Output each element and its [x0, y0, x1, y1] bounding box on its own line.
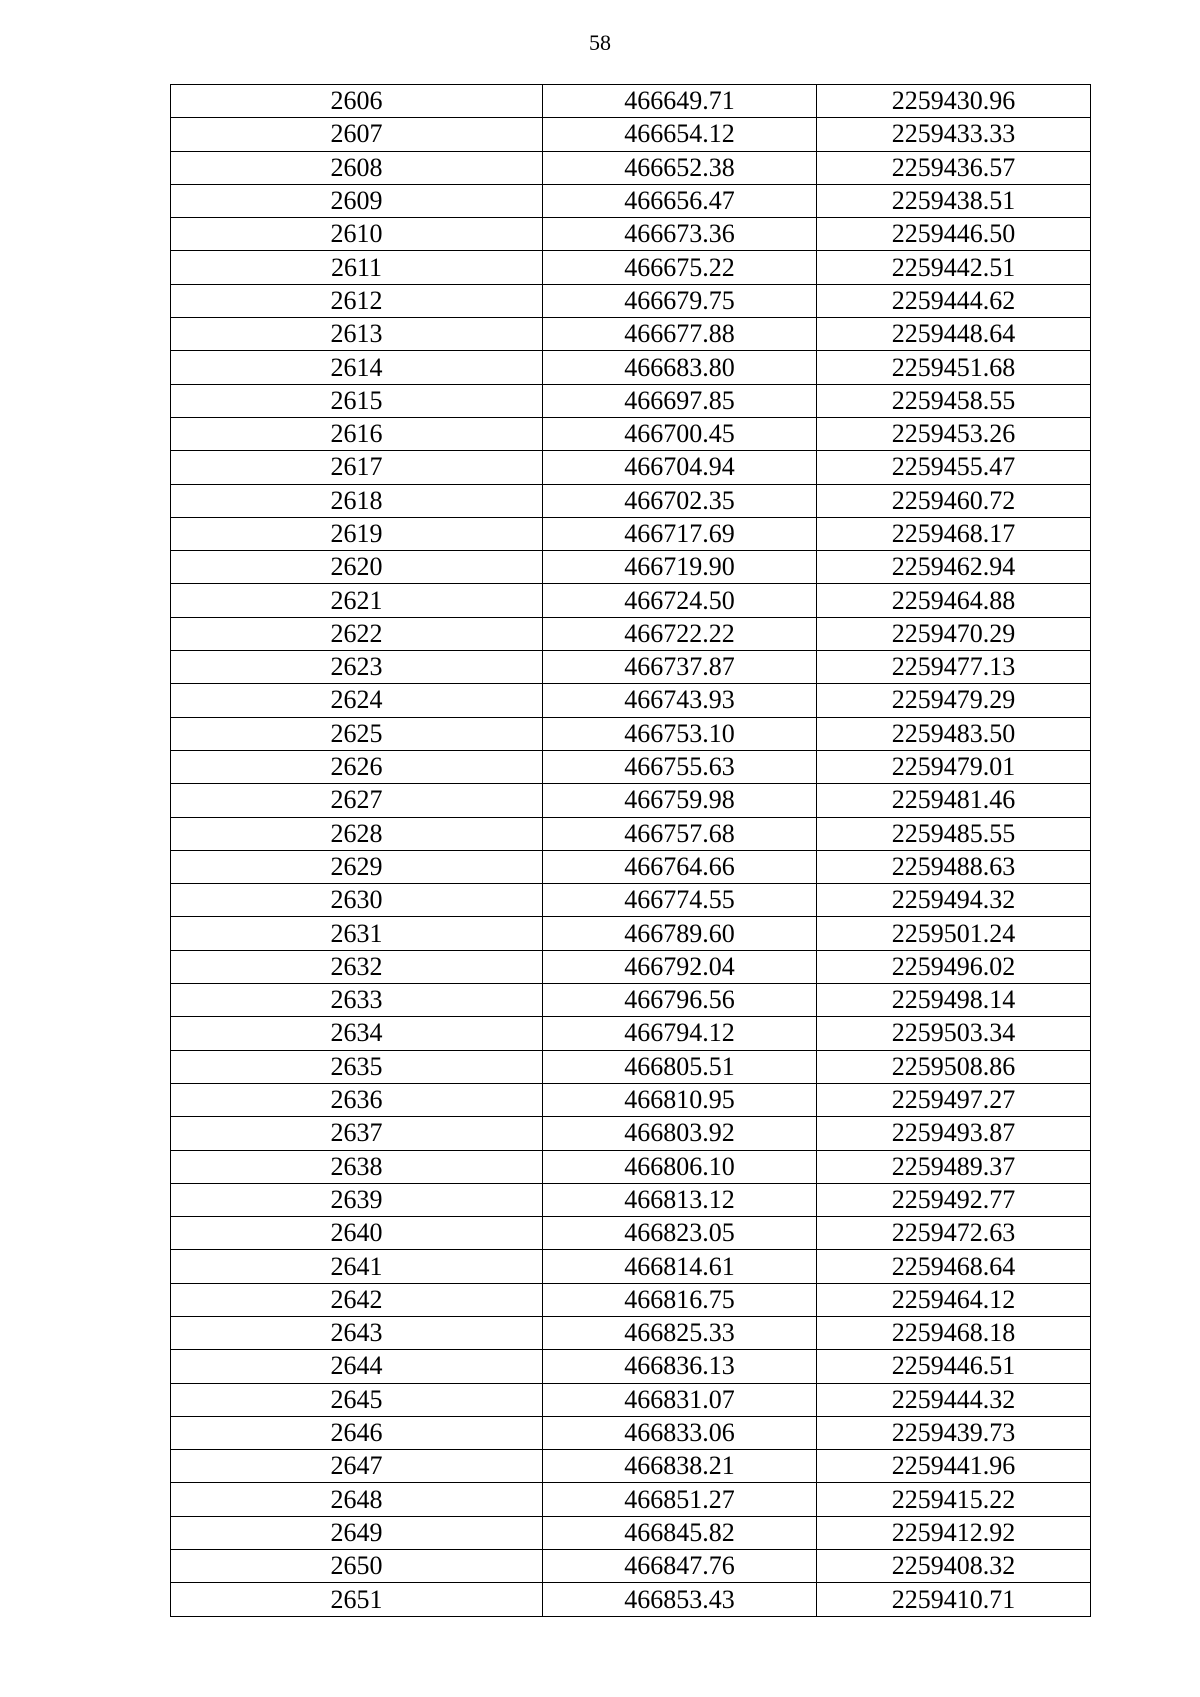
x-coordinate-cell: 466814.61: [543, 1250, 817, 1283]
point-number-cell: 2606: [171, 85, 543, 118]
y-coordinate-cell: 2259489.37: [817, 1150, 1091, 1183]
table-row: [171, 417, 1091, 450]
y-coordinate-cell: 2259453.26: [817, 417, 1091, 450]
x-coordinate-cell: 466679.75: [543, 284, 817, 317]
point-number-cell: 2642: [171, 1283, 543, 1316]
point-number-cell: 2612: [171, 284, 543, 317]
y-coordinate-cell: 2259412.92: [817, 1516, 1091, 1549]
point-number-cell: 2610: [171, 218, 543, 251]
point-number-cell: 2637: [171, 1117, 543, 1150]
y-coordinate-cell: 2259472.63: [817, 1217, 1091, 1250]
point-number-cell: 2636: [171, 1083, 543, 1116]
y-coordinate-cell: 2259441.96: [817, 1450, 1091, 1483]
table-row: [171, 850, 1091, 883]
table-row: [171, 1383, 1091, 1416]
table-row: [171, 917, 1091, 950]
y-coordinate-cell: 2259446.51: [817, 1350, 1091, 1383]
y-coordinate-cell: 2259483.50: [817, 717, 1091, 750]
point-number-cell: 2640: [171, 1217, 543, 1250]
point-number-cell: 2623: [171, 651, 543, 684]
x-coordinate-cell: 466743.93: [543, 684, 817, 717]
y-coordinate-cell: 2259408.32: [817, 1550, 1091, 1583]
point-number-cell: 2632: [171, 950, 543, 983]
x-coordinate-cell: 466838.21: [543, 1450, 817, 1483]
table-row: [171, 1550, 1091, 1583]
point-number-cell: 2651: [171, 1583, 543, 1616]
x-coordinate-cell: 466816.75: [543, 1283, 817, 1316]
point-number-cell: 2647: [171, 1450, 543, 1483]
point-number-cell: 2613: [171, 318, 543, 351]
table-row: [171, 1483, 1091, 1516]
x-coordinate-cell: 466683.80: [543, 351, 817, 384]
x-coordinate-cell: 466851.27: [543, 1483, 817, 1516]
table-row: [171, 1350, 1091, 1383]
point-number-cell: 2643: [171, 1316, 543, 1349]
x-coordinate-cell: 466847.76: [543, 1550, 817, 1583]
point-number-cell: 2630: [171, 884, 543, 917]
x-coordinate-cell: 466724.50: [543, 584, 817, 617]
table-row: [171, 551, 1091, 584]
table-row: [171, 184, 1091, 217]
table-row: [171, 1316, 1091, 1349]
y-coordinate-cell: 2259468.64: [817, 1250, 1091, 1283]
table-row: [171, 1183, 1091, 1216]
y-coordinate-cell: 2259492.77: [817, 1183, 1091, 1216]
x-coordinate-cell: 466789.60: [543, 917, 817, 950]
x-coordinate-cell: 466831.07: [543, 1383, 817, 1416]
point-number-cell: 2625: [171, 717, 543, 750]
x-coordinate-cell: 466755.63: [543, 750, 817, 783]
x-coordinate-cell: 466737.87: [543, 651, 817, 684]
table-row: [171, 1250, 1091, 1283]
x-coordinate-cell: 466836.13: [543, 1350, 817, 1383]
y-coordinate-cell: 2259433.33: [817, 118, 1091, 151]
point-number-cell: 2634: [171, 1017, 543, 1050]
table-row: [171, 218, 1091, 251]
y-coordinate-cell: 2259493.87: [817, 1117, 1091, 1150]
y-coordinate-cell: 2259501.24: [817, 917, 1091, 950]
y-coordinate-cell: 2259468.18: [817, 1316, 1091, 1349]
x-coordinate-cell: 466759.98: [543, 784, 817, 817]
x-coordinate-cell: 466753.10: [543, 717, 817, 750]
x-coordinate-cell: 466853.43: [543, 1583, 817, 1616]
x-coordinate-cell: 466764.66: [543, 850, 817, 883]
x-coordinate-cell: 466675.22: [543, 251, 817, 284]
table-row: [171, 617, 1091, 650]
point-number-cell: 2616: [171, 417, 543, 450]
y-coordinate-cell: 2259430.96: [817, 85, 1091, 118]
x-coordinate-cell: 466825.33: [543, 1316, 817, 1349]
point-number-cell: 2633: [171, 984, 543, 1017]
x-coordinate-cell: 466673.36: [543, 218, 817, 251]
point-number-cell: 2618: [171, 484, 543, 517]
table-row: [171, 750, 1091, 783]
table-row: [171, 1150, 1091, 1183]
table-row: [171, 151, 1091, 184]
point-number-cell: 2644: [171, 1350, 543, 1383]
table-row: [171, 717, 1091, 750]
table-row: [171, 517, 1091, 550]
x-coordinate-cell: 466702.35: [543, 484, 817, 517]
table-row: [171, 1083, 1091, 1116]
x-coordinate-cell: 466697.85: [543, 384, 817, 417]
x-coordinate-cell: 466717.69: [543, 517, 817, 550]
y-coordinate-cell: 2259439.73: [817, 1416, 1091, 1449]
point-number-cell: 2624: [171, 684, 543, 717]
x-coordinate-cell: 466794.12: [543, 1017, 817, 1050]
y-coordinate-cell: 2259444.62: [817, 284, 1091, 317]
table-row: [171, 1516, 1091, 1549]
y-coordinate-cell: 2259460.72: [817, 484, 1091, 517]
point-number-cell: 2631: [171, 917, 543, 950]
y-coordinate-cell: 2259438.51: [817, 184, 1091, 217]
table-row: [171, 1117, 1091, 1150]
x-coordinate-cell: 466654.12: [543, 118, 817, 151]
point-number-cell: 2638: [171, 1150, 543, 1183]
y-coordinate-cell: 2259477.13: [817, 651, 1091, 684]
point-number-cell: 2627: [171, 784, 543, 817]
y-coordinate-cell: 2259508.86: [817, 1050, 1091, 1083]
y-coordinate-cell: 2259470.29: [817, 617, 1091, 650]
point-number-cell: 2649: [171, 1516, 543, 1549]
table-row: [171, 1050, 1091, 1083]
point-number-cell: 2622: [171, 617, 543, 650]
point-number-cell: 2617: [171, 451, 543, 484]
x-coordinate-cell: 466796.56: [543, 984, 817, 1017]
point-number-cell: 2608: [171, 151, 543, 184]
x-coordinate-cell: 466700.45: [543, 417, 817, 450]
point-number-cell: 2629: [171, 850, 543, 883]
x-coordinate-cell: 466813.12: [543, 1183, 817, 1216]
table-row: [171, 884, 1091, 917]
y-coordinate-cell: 2259496.02: [817, 950, 1091, 983]
x-coordinate-cell: 466677.88: [543, 318, 817, 351]
point-number-cell: 2641: [171, 1250, 543, 1283]
point-number-cell: 2609: [171, 184, 543, 217]
table-row: [171, 484, 1091, 517]
y-coordinate-cell: 2259494.32: [817, 884, 1091, 917]
y-coordinate-cell: 2259464.88: [817, 584, 1091, 617]
table-row: [171, 1450, 1091, 1483]
point-number-cell: 2648: [171, 1483, 543, 1516]
table-row: [171, 651, 1091, 684]
coordinates-table: [170, 84, 1091, 1617]
coordinates-table-body: [171, 85, 1091, 1617]
y-coordinate-cell: 2259503.34: [817, 1017, 1091, 1050]
table-row: [171, 318, 1091, 351]
table-row: [171, 817, 1091, 850]
x-coordinate-cell: 466774.55: [543, 884, 817, 917]
table-row: [171, 1283, 1091, 1316]
y-coordinate-cell: 2259481.46: [817, 784, 1091, 817]
x-coordinate-cell: 466810.95: [543, 1083, 817, 1116]
x-coordinate-cell: 466757.68: [543, 817, 817, 850]
table-row: [171, 1017, 1091, 1050]
x-coordinate-cell: 466845.82: [543, 1516, 817, 1549]
point-number-cell: 2611: [171, 251, 543, 284]
y-coordinate-cell: 2259415.22: [817, 1483, 1091, 1516]
y-coordinate-cell: 2259410.71: [817, 1583, 1091, 1616]
y-coordinate-cell: 2259448.64: [817, 318, 1091, 351]
point-number-cell: 2614: [171, 351, 543, 384]
y-coordinate-cell: 2259436.57: [817, 151, 1091, 184]
y-coordinate-cell: 2259451.68: [817, 351, 1091, 384]
x-coordinate-cell: 466806.10: [543, 1150, 817, 1183]
y-coordinate-cell: 2259485.55: [817, 817, 1091, 850]
point-number-cell: 2619: [171, 517, 543, 550]
table-row: [171, 784, 1091, 817]
table-row: [171, 1416, 1091, 1449]
y-coordinate-cell: 2259442.51: [817, 251, 1091, 284]
table-row: [171, 1583, 1091, 1616]
x-coordinate-cell: 466649.71: [543, 85, 817, 118]
table-row: [171, 118, 1091, 151]
y-coordinate-cell: 2259462.94: [817, 551, 1091, 584]
table-row: [171, 384, 1091, 417]
point-number-cell: 2620: [171, 551, 543, 584]
x-coordinate-cell: 466652.38: [543, 151, 817, 184]
table-row: [171, 451, 1091, 484]
y-coordinate-cell: 2259498.14: [817, 984, 1091, 1017]
x-coordinate-cell: 466792.04: [543, 950, 817, 983]
table-row: [171, 251, 1091, 284]
point-number-cell: 2639: [171, 1183, 543, 1216]
point-number-cell: 2615: [171, 384, 543, 417]
table-row: [171, 950, 1091, 983]
point-number-cell: 2646: [171, 1416, 543, 1449]
x-coordinate-cell: 466803.92: [543, 1117, 817, 1150]
table-row: [171, 584, 1091, 617]
y-coordinate-cell: 2259458.55: [817, 384, 1091, 417]
table-row: [171, 684, 1091, 717]
x-coordinate-cell: 466722.22: [543, 617, 817, 650]
point-number-cell: 2621: [171, 584, 543, 617]
y-coordinate-cell: 2259464.12: [817, 1283, 1091, 1316]
y-coordinate-cell: 2259455.47: [817, 451, 1091, 484]
table-row: [171, 984, 1091, 1017]
x-coordinate-cell: 466704.94: [543, 451, 817, 484]
y-coordinate-cell: 2259468.17: [817, 517, 1091, 550]
point-number-cell: 2628: [171, 817, 543, 850]
y-coordinate-cell: 2259444.32: [817, 1383, 1091, 1416]
point-number-cell: 2626: [171, 750, 543, 783]
table-row: [171, 85, 1091, 118]
point-number-cell: 2607: [171, 118, 543, 151]
x-coordinate-cell: 466805.51: [543, 1050, 817, 1083]
page-number: 58: [589, 30, 611, 55]
x-coordinate-cell: 466833.06: [543, 1416, 817, 1449]
point-number-cell: 2645: [171, 1383, 543, 1416]
x-coordinate-cell: 466823.05: [543, 1217, 817, 1250]
point-number-cell: 2650: [171, 1550, 543, 1583]
table-row: [171, 351, 1091, 384]
table-row: [171, 284, 1091, 317]
point-number-cell: 2635: [171, 1050, 543, 1083]
y-coordinate-cell: 2259446.50: [817, 218, 1091, 251]
y-coordinate-cell: 2259479.29: [817, 684, 1091, 717]
x-coordinate-cell: 466719.90: [543, 551, 817, 584]
table-row: [171, 1217, 1091, 1250]
y-coordinate-cell: 2259497.27: [817, 1083, 1091, 1116]
y-coordinate-cell: 2259488.63: [817, 850, 1091, 883]
y-coordinate-cell: 2259479.01: [817, 750, 1091, 783]
x-coordinate-cell: 466656.47: [543, 184, 817, 217]
